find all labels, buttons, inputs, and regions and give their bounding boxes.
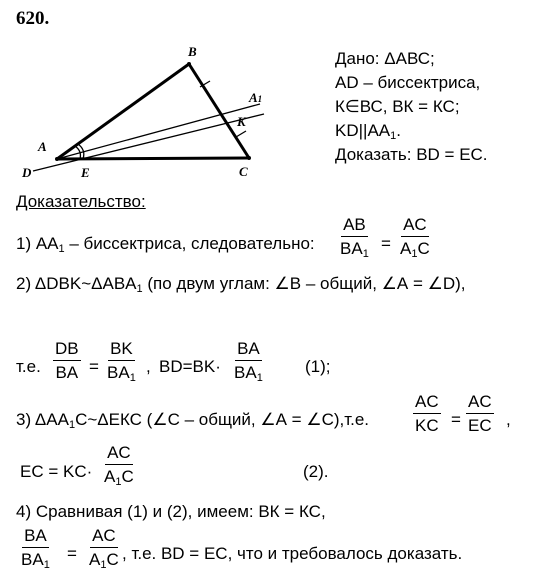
label-c: C [239,164,248,179]
step-2b-formula: BD=BK· [159,357,221,376]
label-k: K [237,114,246,129]
step-1-equals: = [381,234,391,253]
step-1-text: 1) $АА_1$ – биссектриса, следовательно: [16,234,315,255]
given-line-3: К∈ВС, ВК = КС; [335,97,460,116]
step-3b-tag: (2). [303,462,329,481]
step-4b-fraction-1: $\frac{BA}{BA_1}$ [21,526,50,571]
step-4b-conclusion: , т.е. BD = ЕС, что и требовалось доказать. [122,544,463,563]
bisector-aa1 [57,104,260,159]
step-3-text: 3) $\Delta АА_1С\sim\Delta ЕКС$ (∠С – общий, ∠А = ∠С),т.е. [16,410,370,431]
step-2b-fraction-1: $\frac{DB}{BA}$ [55,339,79,382]
given-block [335,48,488,168]
step-2b-fraction-3: $\frac{BA}{BA_1}$ [234,339,263,384]
point-b [187,62,191,66]
label-d: D [22,165,32,180]
label-a1: A1 [249,90,263,105]
step-2-text: 2) $\Delta DBK\sim\Delta ABA_1$ (по двум углам: ∠В – общий, ∠А = ∠D), [16,274,466,295]
side-bc [189,64,249,158]
side-ab [57,64,189,159]
label-b: B [188,44,197,59]
step-3b-fraction: $\frac{AC}{A_1C}$ [104,443,134,488]
label-a: A [38,139,47,154]
tick-kc [236,131,246,137]
given-line-4: $KD||AA_1$. [335,121,401,142]
step-3-fraction-1: $\frac{AC}{KC}$ [415,392,439,435]
label-e: E [81,165,90,180]
step-2b-prefix: т.е. [16,357,41,376]
point-c [247,156,251,160]
given-line-1: Дано: ΔАВС; [335,49,435,68]
step-1-fraction-1: $\frac{AB}{BA_1}$ [340,215,369,260]
step-3-comma: , [506,410,511,429]
given-line-5: Доказать: BD = ЕС. [335,145,488,164]
point-a [55,157,59,161]
step-2b-tag: (1); [305,357,331,376]
angle-arc-a2 [75,146,80,159]
problem-number: 620. [16,8,50,29]
step-1-fraction-2: $\frac{AC}{A_1C}$ [400,215,430,260]
step-2b-fraction-2: $\frac{BK}{BA_1}$ [107,339,136,384]
step-2b-comma: , [146,357,151,376]
step-4b-equals: = [67,544,77,563]
line-dk [33,114,264,171]
step-4b-fraction-2: $\frac{AC}{A_1C}$ [89,526,119,571]
step-4-text: 4) Сравнивая (1) и (2), имеем: ВК = КС, [16,502,326,521]
step-3b-formula: EC = KC· [20,462,93,481]
step-3-equals: = [451,410,461,429]
step-2b-equals: = [89,357,99,376]
given-line-2: AD – биссектриса, [335,73,481,92]
step-3-fraction-2: $\frac{AC}{EC}$ [468,392,492,435]
proof-heading: Доказательство: [16,192,146,211]
